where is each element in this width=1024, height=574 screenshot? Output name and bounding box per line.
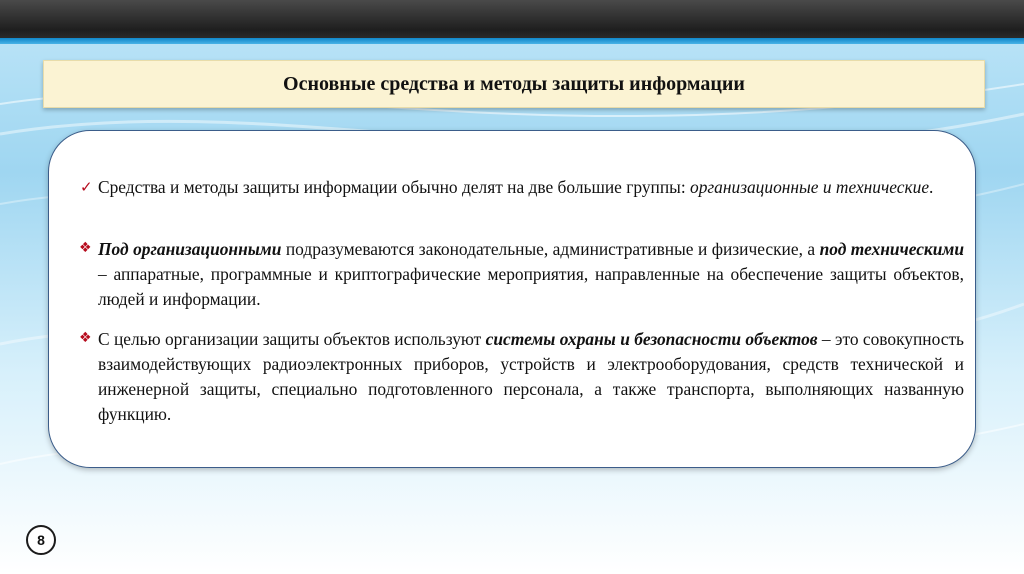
- checkmark-bullet-icon: ✓: [80, 178, 93, 196]
- paragraph-3-text-2: – это совокупность взаимодействующих радиоэлектронных приборов, устройств и электрооборудования, средств технической и инженерной защиты, специально подготовленного персонала, а также транспорта, выполняющих названную функцию.: [98, 329, 964, 424]
- diamond-bullet-icon: ❖: [79, 330, 92, 346]
- paragraph-2-bold-italic-2: под техническими: [819, 239, 965, 259]
- paragraph-2: [98, 237, 964, 312]
- paragraph-2-text-1: подразумеваются законодательные, административные и физические, а: [281, 239, 820, 259]
- paragraph-3: [98, 327, 964, 427]
- paragraph-3-bold-italic-1: системы охраны и безопасности объектов: [485, 329, 818, 349]
- slide-title: Основные средства и методы защиты информации: [283, 72, 745, 95]
- paragraph-2-bold-italic-1: Под организационными: [98, 239, 282, 259]
- top-dark-bar: [0, 0, 1024, 38]
- paragraph-1-text-2: .: [929, 177, 934, 197]
- slide-title-bar: [43, 60, 985, 108]
- page-number-badge: [26, 525, 56, 555]
- page-number: 8: [37, 532, 45, 548]
- paragraph-1-text-1: Средства и методы защиты информации обычно делят на две большие группы:: [98, 177, 690, 197]
- diamond-bullet-icon: ❖: [79, 240, 92, 256]
- paragraph-1: [98, 175, 964, 200]
- paragraph-3-text-1: С целью организации защиты объектов используют: [98, 329, 486, 349]
- paragraph-2-text-2: – аппаратные, программные и криптографические мероприятия, направленные на обеспечение защиты объектов, людей и информации.: [98, 264, 964, 309]
- paragraph-1-italic-1: организационные и технические: [690, 177, 930, 197]
- top-blue-accent-line: [0, 38, 1024, 44]
